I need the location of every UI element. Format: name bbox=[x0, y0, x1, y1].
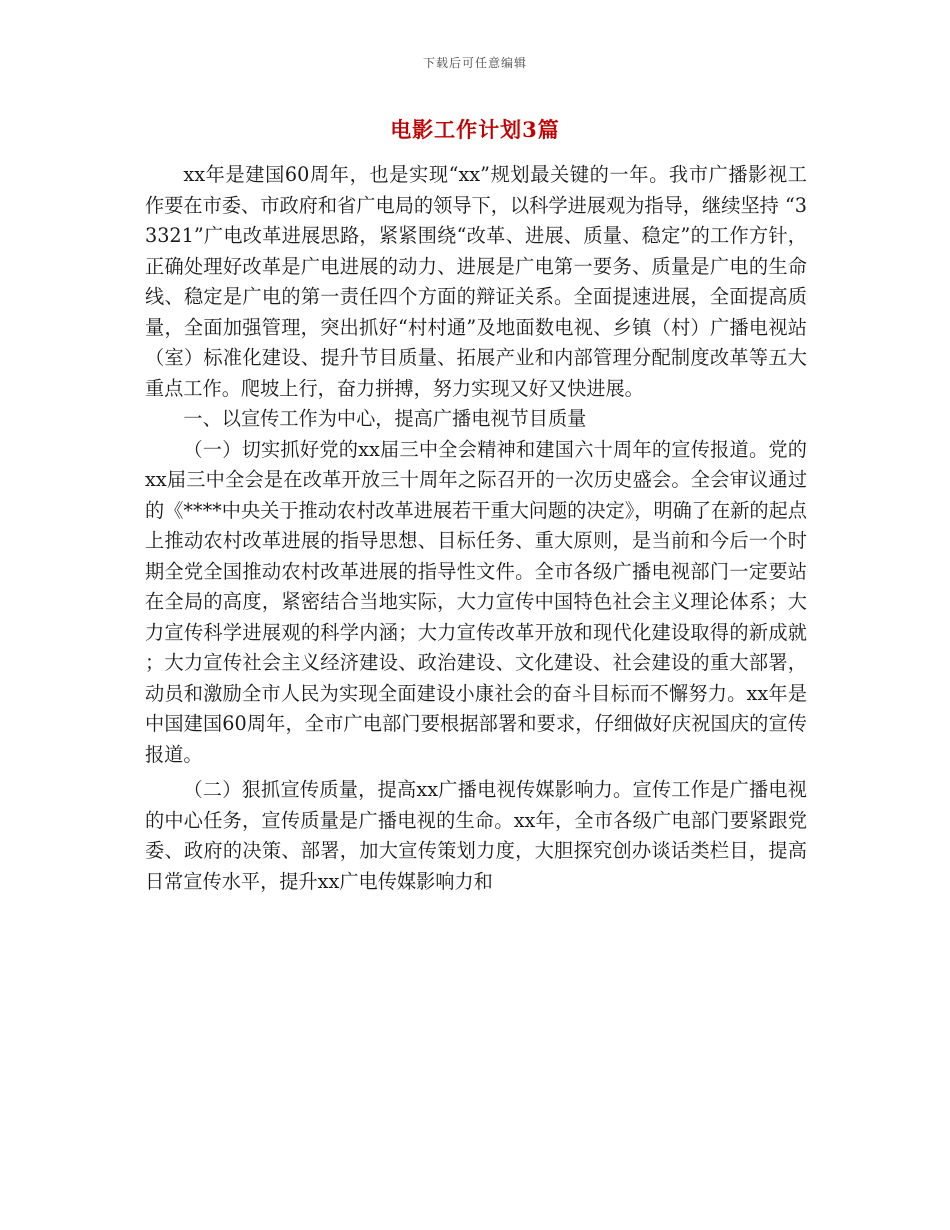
header-note: 下载后可任意编辑 bbox=[422, 56, 527, 70]
document-title: 电影工作计划3篇 bbox=[390, 117, 560, 142]
section-heading-1: 一、以宣传工作为中心，提高广播电视节目质量 bbox=[183, 407, 587, 430]
paragraph-item-2: （二）狠抓宣传质量，提高xx广播电视传媒影响力。宣传工作是广播电视的中心任务，宣传质量是广播电视的生命。xx年，全市各级广电部门要紧跟党委、政府的决策、部署，加大宣传策划力度，大胆探究创办谈话类栏目，提高日常宣传水平，提升xx广电传媒影响力和 bbox=[145, 778, 807, 893]
document-body bbox=[145, 160, 807, 897]
paragraph-intro: xx年是建国60周年，也是实现“xx”规划最关键的一年。我市广播影视工作要在市委、市政府和省广电局的领导下，以科学进展观为指导，继续坚持 “33321”广电改革进展思路，紧紧围绕“改革、进展、质量、稳定”的工作方针，正确处理好改革是广电进展的动力、进展是广电第一要务、质量是广电的生命线、稳定是广电的第一责任四个方面的辩证关系。全面提速进展，全面提高质量，全面加强管理，突出抓好“村村通”及地面数电视、乡镇（村）广播电视站（室）标准化建设、提升节目质量、拓展产业和内部管理分配制度改革等五大重点工作。爬坡上行，奋力拼搏，努力实现又好又快进展。 bbox=[145, 163, 807, 400]
paragraph-item-1: （一）切实抓好党的xx届三中全会精神和建国六十周年的宣传报道。党的xx届三中全会是在改革开放三十周年之际召开的一次历史盛会。全会审议通过的《****中央关于推动农村改革进展若干重大问题的决定》，明确了在新的起点上推动农村改革进展的指导思想、目标任务、重大原则，是当前和今后一个时期全党全国推动农村改革进展的指导性文件。全市各级广播电视部门一定要站在全局的高度，紧密结合当地实际，大力宣传中国特色社会主义理论体系；大力宣传科学进展观的科学内涵；大力宣传改革开放和现代化建设取得的新成就；大力宣传社会主义经济建设、政治建设、文化建设、社会建设的重大部署，动员和激励全市人民为实现全面建设小康社会的奋斗目标而不懈努力。xx年是中国建国60周年，全市广电部门要根据部署和要求，仔细做好庆祝国庆的宣传报道。 bbox=[145, 437, 807, 766]
